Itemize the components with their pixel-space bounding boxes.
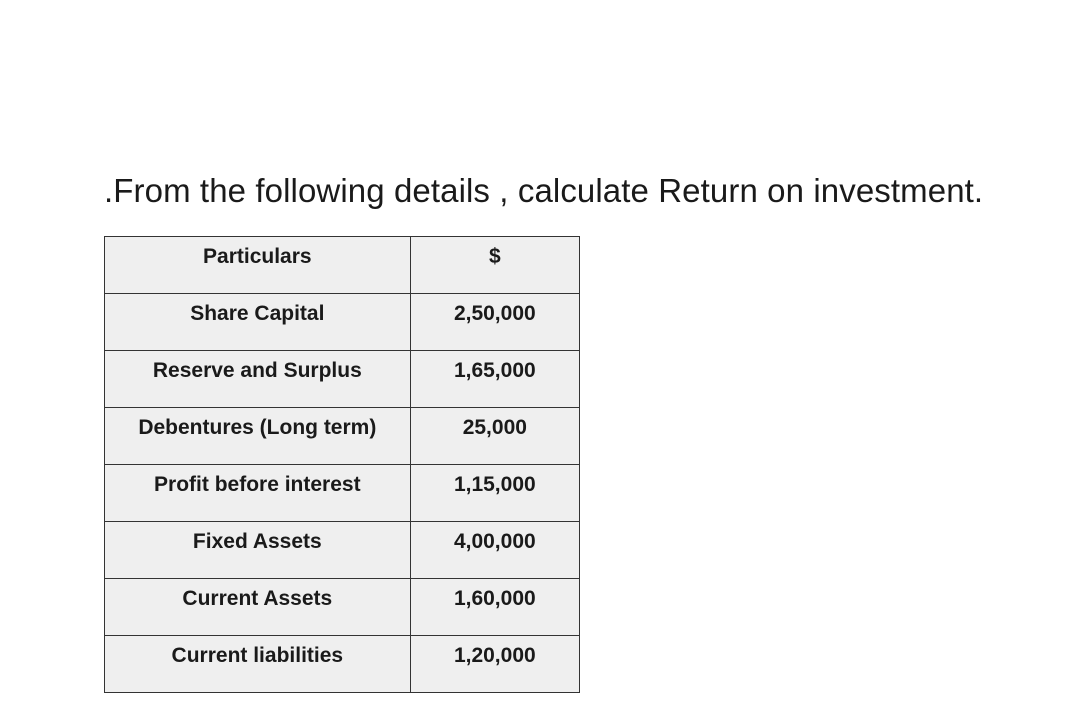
row-value: 1,65,000	[410, 351, 579, 408]
row-value: 1,20,000	[410, 636, 579, 693]
table-row	[105, 465, 580, 522]
row-label: Current Assets	[105, 579, 411, 636]
row-label: Current liabilities	[105, 636, 411, 693]
row-label: Profit before interest	[105, 465, 411, 522]
row-value: 2,50,000	[410, 294, 579, 351]
table-row	[105, 351, 580, 408]
table-row	[105, 294, 580, 351]
row-value: 4,00,000	[410, 522, 579, 579]
table-header-row	[105, 237, 580, 294]
table-row	[105, 579, 580, 636]
table-row	[105, 636, 580, 693]
header-amount: $	[410, 237, 579, 294]
row-label: Debentures (Long term)	[105, 408, 411, 465]
header-particulars: Particulars	[105, 237, 411, 294]
row-label: Fixed Assets	[105, 522, 411, 579]
row-value: 1,60,000	[410, 579, 579, 636]
row-label: Reserve and Surplus	[105, 351, 411, 408]
row-value: 25,000	[410, 408, 579, 465]
table-row	[105, 408, 580, 465]
table-row	[105, 522, 580, 579]
question-heading: .From the following details , calculate Return on investment.	[104, 172, 984, 209]
row-value: 1,15,000	[410, 465, 579, 522]
row-label: Share Capital	[105, 294, 411, 351]
particulars-table	[104, 236, 580, 693]
